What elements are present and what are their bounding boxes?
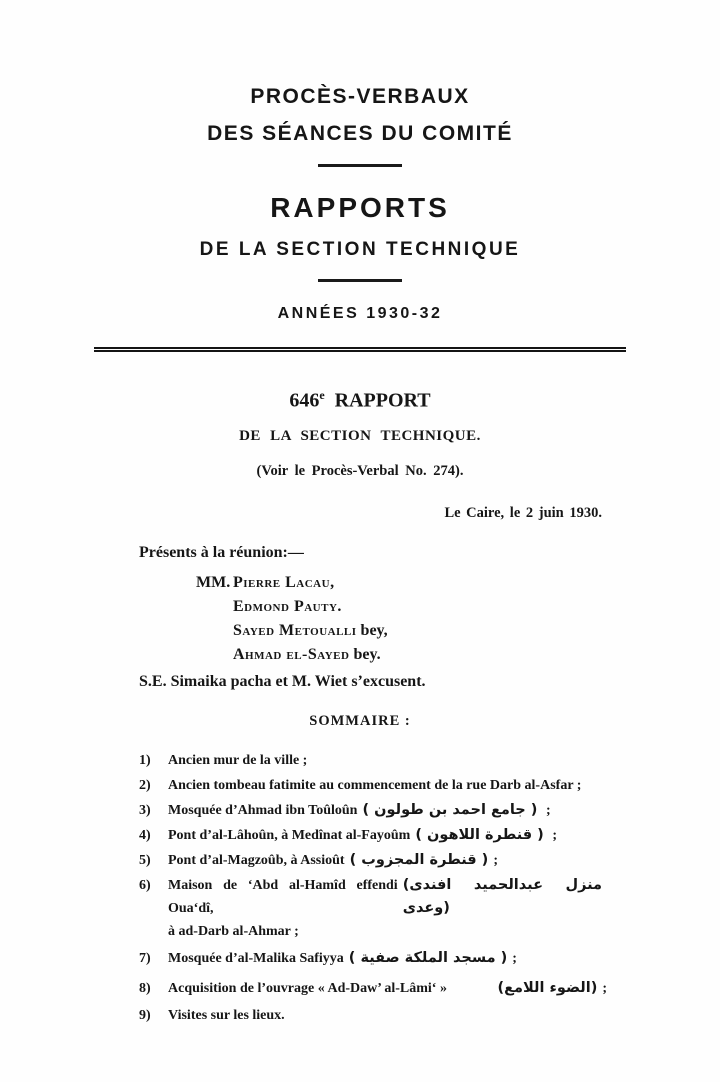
- sommaire-list: [139, 749, 607, 1027]
- attendee-name: Edmond Pauty: [233, 597, 338, 615]
- attendee-line: [196, 571, 720, 595]
- item-tail: ;: [542, 803, 551, 819]
- item-number: 8): [139, 981, 151, 997]
- attendee-suffix: bey.: [349, 645, 381, 663]
- attendee-suffix: ,: [330, 573, 335, 591]
- item-number: 6): [139, 878, 151, 894]
- item-text: Visites sur les lieux.: [168, 1008, 285, 1024]
- report-section-line: DE LA SECTION TECHNIQUE.: [239, 427, 481, 444]
- item-text: Mosquée d’al-Malika Safiyya: [168, 951, 344, 967]
- mm-prefix: MM.: [196, 573, 231, 591]
- item-text: Ancien tombeau fatimite au commencement de la rue Darb al-Asfar ;: [168, 778, 582, 794]
- masthead-subtitle: DE LA SECTION TECHNIQUE: [199, 239, 521, 260]
- attendee-suffix: bey,: [356, 621, 388, 639]
- dateline: Le Caire, le 2 juin 1930.: [444, 505, 602, 522]
- sommaire-item-2: [139, 774, 607, 797]
- item-number: 5): [139, 853, 151, 869]
- item-text: Pont d’al-Magzoûb, à Assioût: [168, 853, 345, 869]
- item-text: Ancien mur de la ville ;: [168, 753, 308, 769]
- item-number: 4): [139, 828, 151, 844]
- attendee-name: Ahmad el-Sayed: [233, 645, 350, 663]
- item-tail: ;: [548, 828, 557, 844]
- report-reference: (Voir le Procès-Verbal No. 274).: [256, 462, 464, 479]
- report-number-heading: [0, 389, 720, 411]
- item-arabic-text: ( قنطرة المجزوب ): [349, 852, 489, 869]
- double-rule-divider: [94, 347, 626, 352]
- item-number: 3): [139, 803, 151, 819]
- attendee-name: Sayed Metoualli: [233, 621, 357, 639]
- masthead-line1: PROCÈS-VERBAUX: [250, 85, 470, 108]
- attendance-names: [196, 571, 720, 667]
- sommaire-item-9: [139, 1004, 607, 1027]
- masthead-years: ANNÉES 1930-32: [277, 305, 443, 322]
- report-label: RAPPORT: [334, 389, 431, 412]
- item-number: 7): [139, 951, 151, 967]
- divider-rule-small: [318, 279, 402, 282]
- item-text: Pont d’al-Lâhoûn, à Medînat al-Fayoûm: [168, 828, 411, 844]
- sommaire-item-3: [139, 799, 607, 822]
- report-ordinal-suffix: e: [319, 388, 325, 402]
- sommaire-item-8: [139, 977, 607, 1000]
- excused-line: S.E. Simaika pacha et M. Wiet s’excusent.: [139, 672, 426, 690]
- item-number: 1): [139, 753, 151, 769]
- divider-rule-small: [318, 164, 402, 167]
- item-text: Mosquée d’Ahmad ibn Toûloûn: [168, 803, 358, 819]
- sommaire-item-5: [139, 849, 607, 872]
- masthead: [0, 0, 720, 322]
- item-arabic-text: ( قنطرة اللاهون ): [415, 827, 544, 844]
- item-number: 9): [139, 1008, 151, 1024]
- item-number: 2): [139, 778, 151, 794]
- masthead-line2: DES SÉANCES DU COMITÉ: [207, 122, 513, 145]
- sommaire-item-4: [139, 824, 607, 847]
- item-tail: ;: [493, 853, 498, 869]
- attendee-line: [196, 619, 720, 643]
- item-arabic-text: (الضوء اللامع): [497, 980, 598, 997]
- item-arabic-text: (منزل عبدالحميد افندى وعدى): [402, 877, 602, 917]
- attendance-intro: Présents à la réunion:—: [139, 543, 304, 561]
- item-line: [168, 977, 607, 1000]
- attendee-name: Pierre Lacau: [233, 573, 331, 591]
- item-arabic-text: ( مسجد الملكة صفية ): [348, 950, 508, 967]
- item-arabic-text: ( جامع احمد بن طولون ): [362, 802, 538, 819]
- report-number: 646: [289, 389, 320, 412]
- sommaire-heading: SOMMAIRE :: [309, 712, 411, 729]
- item-tail: ;: [512, 951, 517, 967]
- attendee-line: [196, 595, 720, 619]
- masthead-title: RAPPORTS: [270, 192, 450, 223]
- item-tail: ;: [602, 981, 607, 997]
- item-text: Acquisition de l’ouvrage « Ad-Daw’ al-Lâmi‘ »: [168, 981, 447, 997]
- sommaire-item-7: [139, 947, 607, 970]
- attendee-suffix: .: [337, 597, 342, 615]
- item-text: Maison de ‘Abd al-Hamîd effendi Oua‘dî,: [168, 878, 398, 917]
- item-text-continued: à ad-Darb al-Ahmar ;: [168, 924, 299, 940]
- item-line: [168, 874, 607, 920]
- attendance-block: [139, 545, 720, 691]
- sommaire-item-1: [139, 749, 607, 772]
- sommaire-item-6: [139, 874, 607, 943]
- attendee-line: [196, 643, 720, 667]
